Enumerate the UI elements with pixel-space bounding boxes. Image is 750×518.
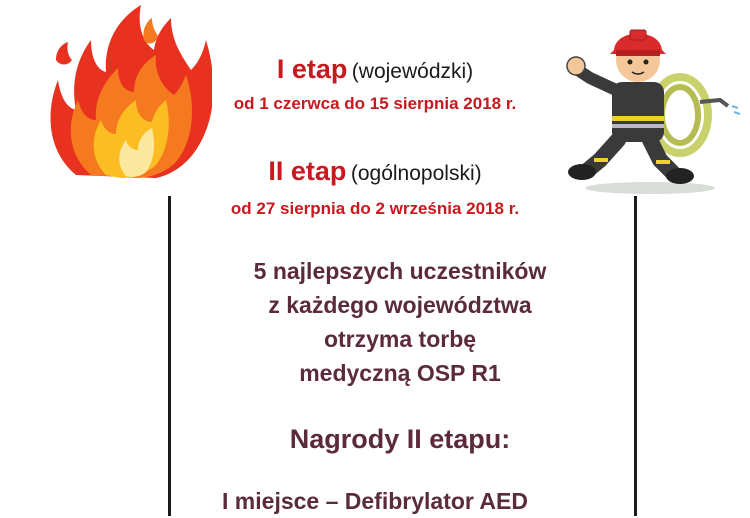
stage1-dates: od 1 czerwca do 15 sierpnia 2018 r.	[233, 94, 517, 113]
prizes-partial-line: I miejsce – Defibrylator AED	[222, 488, 528, 514]
fire-icon	[46, 0, 212, 178]
stage2-subtitle: (ogólnopolski)	[350, 162, 482, 185]
reward-line-3: otrzyma torbę	[323, 326, 477, 352]
stage2-title: II etap	[268, 156, 347, 186]
stage1-subtitle: (wojewódzki)	[351, 60, 474, 83]
reward-text	[0, 254, 750, 390]
stage1-title: I etap	[276, 54, 348, 84]
stage2-heading	[0, 156, 750, 187]
stage1-heading	[0, 54, 750, 85]
prizes-heading: Nagrody II etapu:	[289, 424, 511, 454]
reward-line-1: 5 najlepszych uczestników	[253, 258, 547, 284]
stage2-dates: od 27 sierpnia do 2 września 2018 r.	[230, 199, 520, 218]
reward-line-2: z każdego województwa	[268, 292, 532, 318]
reward-line-4: medyczną OSP R1	[299, 360, 501, 386]
